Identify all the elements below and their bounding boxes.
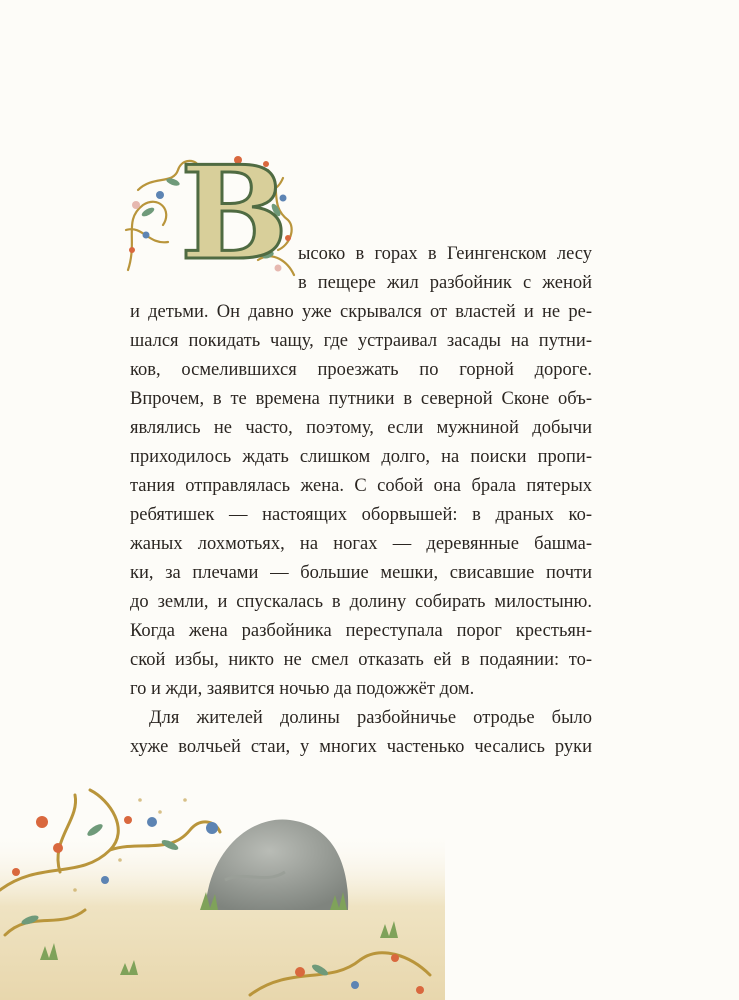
text-line: Впрочем, в те времена путники в северной Сконе объ- — [130, 389, 592, 409]
boulder-meadow-icon — [0, 760, 445, 1000]
text-line: Когда жена разбойника переступала порог крестьян- — [130, 621, 592, 641]
text-line: ки, за плечами — большие мешки, свисавшие почти — [130, 563, 592, 583]
landscape-illustration — [0, 760, 445, 1000]
text-line: ской избы, никто не смел отказать ей в подаянии: то- — [130, 650, 592, 670]
text-line: го и жди, заявится ночью да подожжёт дом. — [130, 679, 475, 699]
text-line: Для жителей долины разбойничье отродье было — [149, 708, 592, 728]
text-line: хуже волчьей стаи, у многих частенько чесались руки — [130, 737, 592, 757]
text-line: в пещере жил разбойник с женой — [298, 273, 592, 293]
text-line: являлись не часто, поэтому, если мужниной добычи — [130, 418, 592, 438]
text-line: жаных лохмотьях, на ногах — деревянные башма- — [130, 534, 592, 554]
text-line: тания отправлялась жена. С собой она брала пятерых — [130, 476, 592, 496]
illuminated-initial — [118, 139, 298, 289]
drop-cap-letter: В — [180, 139, 289, 289]
text-line: приходилось ждать слишком долго, на поиски пропи- — [130, 447, 592, 467]
text-line: ков, осмелившихся проезжать по горной дороге. — [130, 360, 592, 380]
text-line: шался покидать чащу, где устраивал засады на путни- — [130, 331, 592, 351]
text-line: и детьми. Он давно уже скрывался от властей и не ре- — [130, 302, 592, 322]
text-line: ребятишек — настоящих оборвышей: в драных ко- — [130, 505, 592, 525]
text-line: до земли, и спускалась в долину собирать милостыню. — [130, 592, 592, 612]
text-line: ысоко в горах в Геингенском лесу — [298, 244, 592, 264]
